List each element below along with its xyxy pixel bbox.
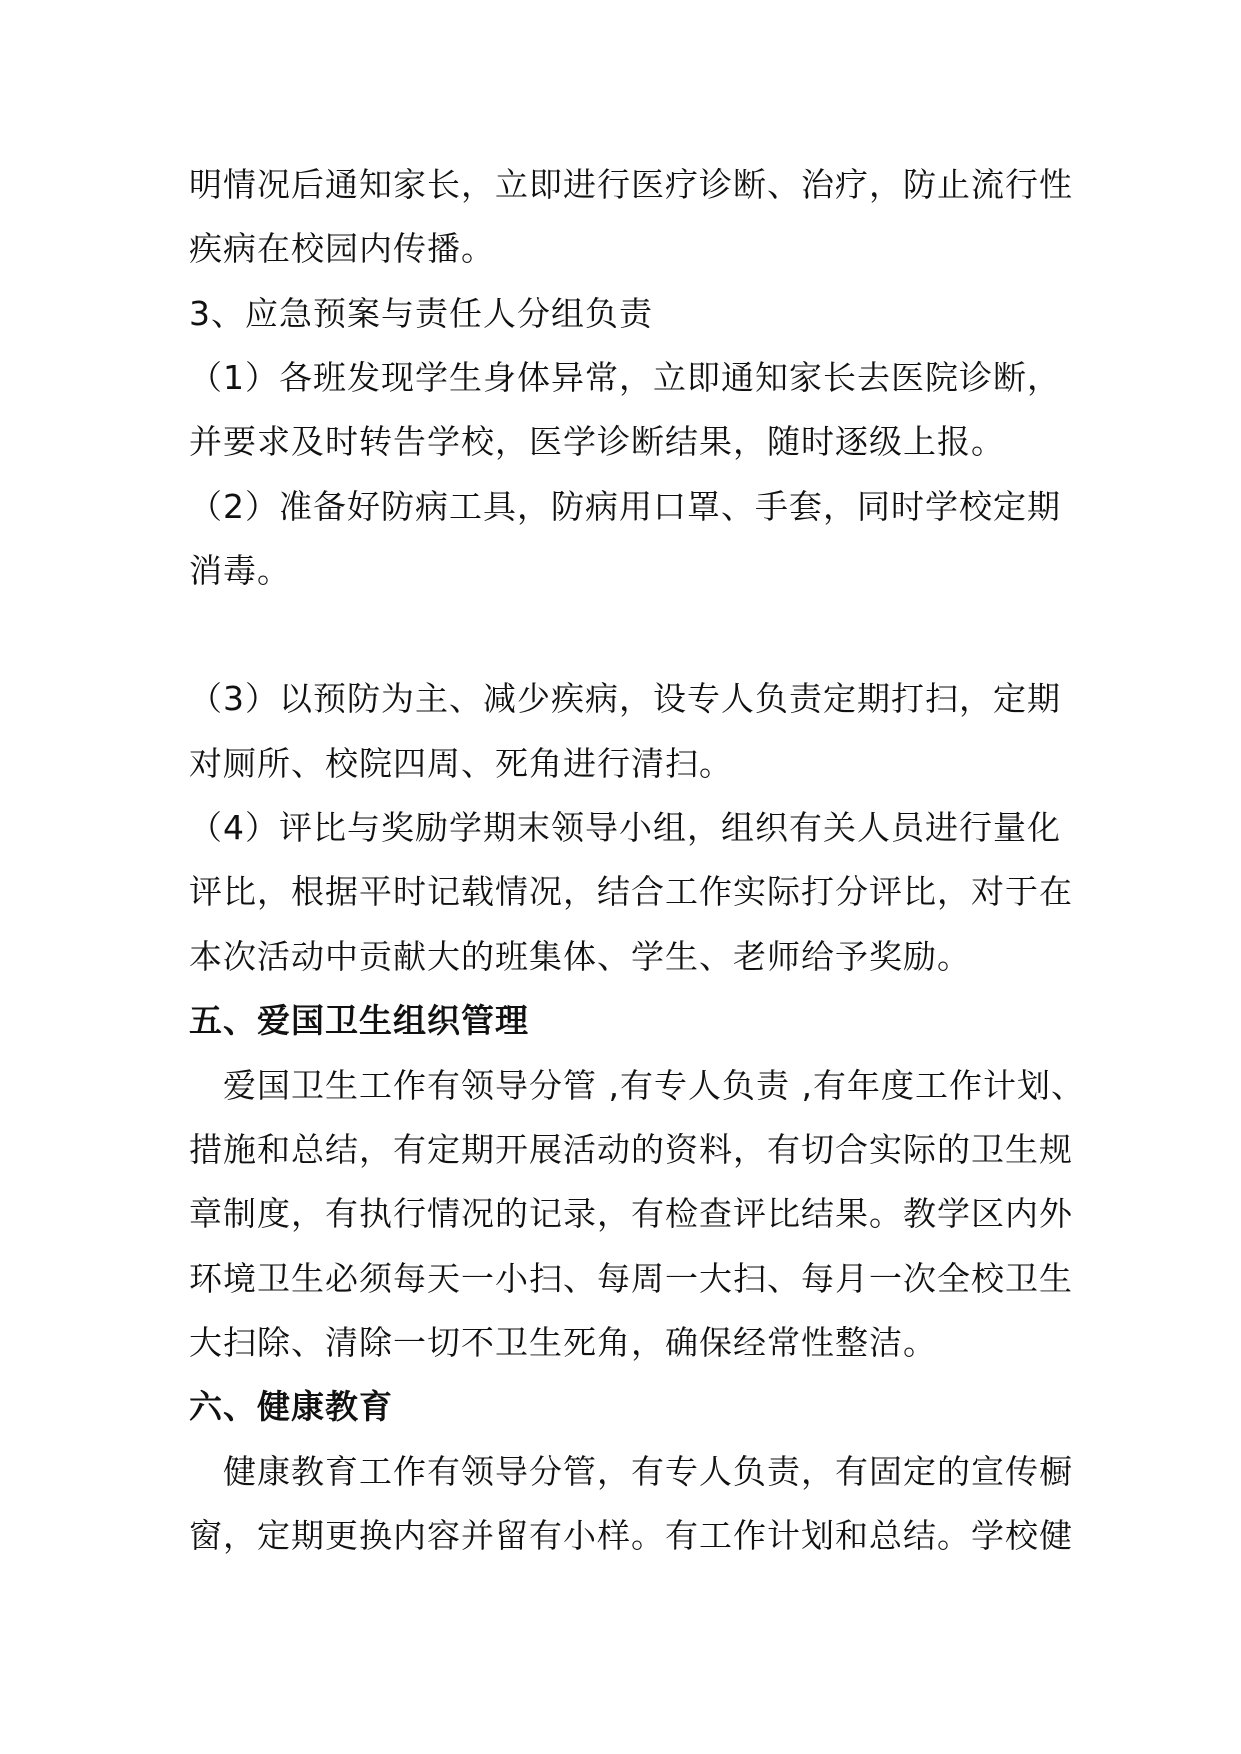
section-subheading: 3、应急预案与责任人分组负责 [189, 294, 653, 333]
text-line: 明情况后通知家长，立即进行医疗诊断、治疗，防止流行性 [189, 165, 1073, 204]
text-line: 评比，根据平时记载情况，结合工作实际打分评比，对于在 [189, 872, 1073, 911]
text-line: 本次活动中贡献大的班集体、学生、老师给予奖励。 [189, 937, 971, 976]
section-heading: 五、爱国卫生组织管理 [189, 1001, 529, 1040]
text-line: 窗，定期更换内容并留有小样。有工作计划和总结。学校健 [189, 1516, 1073, 1555]
section-heading: 六、健康教育 [189, 1387, 393, 1426]
text-line: 对厕所、校院四周、死角进行清扫。 [189, 744, 733, 783]
text-line: （4）评比与奖励学期末领导小组，组织有关人员进行量化 [189, 808, 1061, 847]
text-line: （2）准备好防病工具，防病用口罩、手套，同时学校定期 [189, 487, 1061, 526]
text-line: 疾病在校园内传播。 [189, 229, 495, 268]
text-line: 健康教育工作有领导分管，有专人负责，有固定的宣传橱 [189, 1452, 1073, 1491]
text-line: 环境卫生必须每天一小扫、每周一大扫、每月一次全校卫生 [189, 1259, 1073, 1298]
text-line: 大扫除、清除一切不卫生死角，确保经常性整洁。 [189, 1323, 937, 1362]
text-line: 章制度，有执行情况的记录，有检查评比结果。教学区内外 [189, 1194, 1073, 1233]
text-line: 爱国卫生工作有领导分管 ,有专人负责 ,有年度工作计划、 [189, 1066, 1085, 1105]
text-line: （3）以预防为主、减少疾病，设专人负责定期打扫，定期 [189, 679, 1061, 718]
text-line: 并要求及时转告学校，医学诊断结果，随时逐级上报。 [189, 422, 1005, 461]
text-line: （1）各班发现学生身体异常，立即通知家长去医院诊断， [189, 358, 1061, 397]
text-line: 措施和总结，有定期开展活动的资料，有切合实际的卫生规 [189, 1130, 1073, 1169]
text-line: 消毒。 [189, 551, 291, 590]
